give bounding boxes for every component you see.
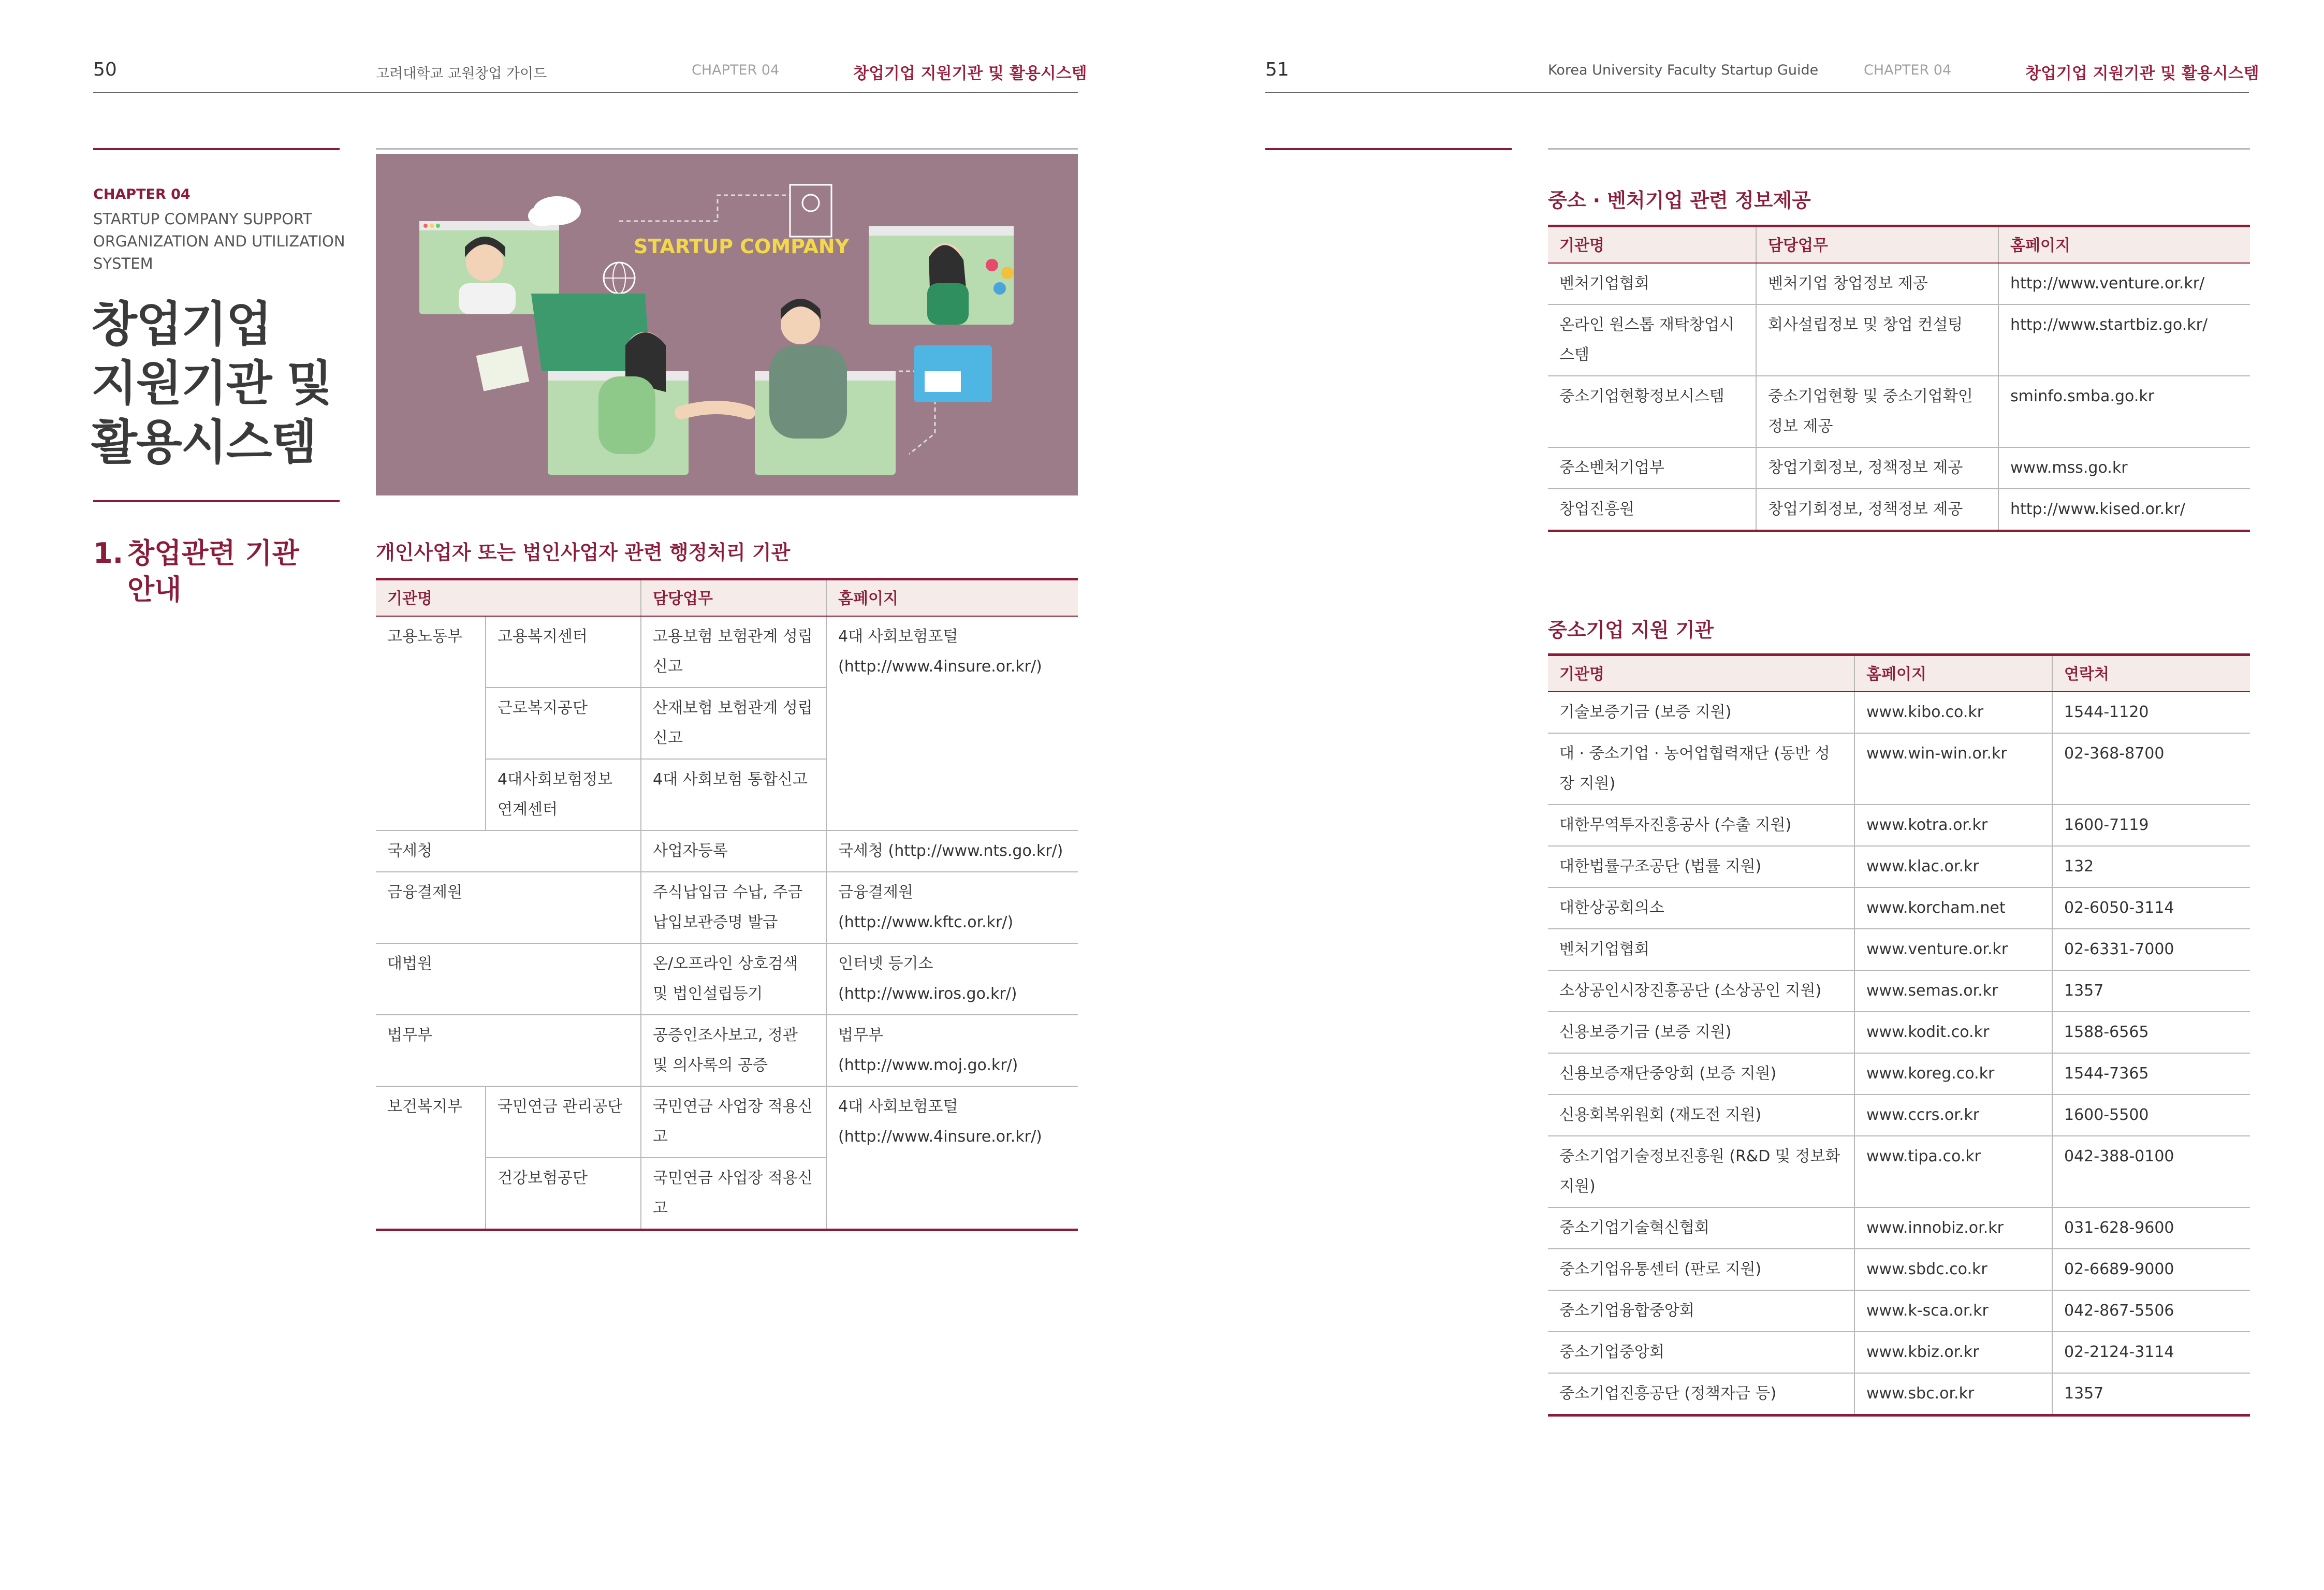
table-row [376, 872, 1078, 943]
chapter-title-line: 활용시스템 [91, 415, 316, 470]
table-row [1548, 692, 2250, 733]
task-cell: 창업기회정보, 정책정보 제공 [1756, 447, 1998, 489]
admin-agencies-table [376, 578, 1078, 1231]
phone-cell: 1357 [2052, 1373, 2250, 1416]
sme-info-table [1548, 225, 2250, 532]
section-number: 1. [93, 537, 124, 570]
content-top-rule [376, 148, 1078, 150]
table-row [1548, 1053, 2250, 1095]
chapter-label: CHAPTER 04 [93, 186, 191, 202]
chapter-subtitle: STARTUP COMPANY SUPPORT ORGANIZATION AND UTILIZATION SYSTEM [93, 210, 345, 272]
column-header: 홈페이지 [1854, 655, 2052, 692]
chapter-top-rule [93, 148, 340, 150]
phone-cell: 042-867-5506 [2052, 1290, 2250, 1332]
task-cell: 4대 사회보험 통합신고 [641, 759, 826, 830]
chapter-title-line: 창업기업 [91, 297, 271, 352]
table1-title: 중소 · 벤처기업 관련 정보제공 [1548, 189, 1811, 212]
homepage-cell: sminfo.smba.go.kr [1998, 376, 2250, 447]
homepage-cell: 국세청 (http://www.nts.go.kr/) [826, 830, 1078, 872]
column-header: 담당업무 [1756, 226, 1998, 264]
homepage-cell: www.kbiz.or.kr [1854, 1332, 2052, 1373]
content-top-rule [1548, 148, 2250, 150]
table-row [1548, 1095, 2250, 1136]
org-cell: 중소기업현황정보시스템 [1548, 376, 1756, 447]
table-row [1548, 929, 2250, 970]
header-title: 창업기업 지원기관 및 활용시스템 [2025, 64, 2259, 83]
header-rule [1265, 92, 2249, 93]
section-title [93, 535, 342, 608]
homepage-cell: www.korcham.net [1854, 887, 2052, 929]
support-table-body [1548, 692, 2250, 1416]
side-top-rule [1265, 148, 1512, 150]
task-cell: 산재보험 보험관계 성립신고 [641, 688, 826, 759]
homepage-cell: 법무부 (http://www.moj.go.kr/) [826, 1015, 1078, 1086]
table-row [376, 1015, 1078, 1086]
column-header: 홈페이지 [1998, 226, 2250, 264]
org-cell: 중소기업유통센터 (판로 지원) [1548, 1249, 1854, 1290]
task-cell: 공증인조사보고, 정관 및 의사록의 공증 [641, 1015, 826, 1086]
column-header: 기관명 [376, 579, 641, 617]
org-cell: 중소기업기술혁신협회 [1548, 1207, 1854, 1249]
org-cell: 대한법률구조공단 (법률 지원) [1548, 846, 1854, 887]
homepage-cell: www.k-sca.or.kr [1854, 1290, 2052, 1332]
homepage-cell: www.klac.or.kr [1854, 846, 2052, 887]
table-header-row [376, 579, 1078, 617]
table-row [1548, 1207, 2250, 1249]
header-title: 창업기업 지원기관 및 활용시스템 [853, 64, 1087, 83]
sub-org-cell: 고용복지센터 [486, 616, 641, 688]
homepage-cell: www.kibo.co.kr [1854, 692, 2052, 733]
homepage-cell: www.venture.or.kr [1854, 929, 2052, 970]
header-chapter: CHAPTER 04 [692, 62, 780, 78]
homepage-cell: http://www.venture.or.kr/ [1998, 263, 2250, 304]
task-cell: 벤처기업 창업정보 제공 [1756, 263, 1998, 304]
org-cell: 신용보증재단중앙회 (보증 지원) [1548, 1053, 1854, 1095]
startup-illustration [376, 154, 1078, 495]
page-number: 50 [93, 59, 117, 80]
column-header: 기관명 [1548, 655, 1854, 692]
phone-cell: 031-628-9600 [2052, 1207, 2250, 1249]
chapter-bottom-rule [93, 500, 340, 502]
phone-cell: 02-6050-3114 [2052, 887, 2250, 929]
table-row [1548, 970, 2250, 1012]
org-cell: 고용노동부 [376, 616, 486, 830]
sub-org-cell: 근로복지공단 [486, 688, 641, 759]
task-cell: 온/오프라인 상호검색 및 법인설립등기 [641, 943, 826, 1015]
org-cell: 중소기업중앙회 [1548, 1332, 1854, 1373]
homepage-cell: www.koreg.co.kr [1854, 1053, 2052, 1095]
page-number: 51 [1265, 59, 1289, 80]
table-row [376, 616, 1078, 688]
header-chapter: CHAPTER 04 [1864, 62, 1952, 78]
homepage-cell: 금융결제원 (http://www.kftc.or.kr/) [826, 872, 1078, 943]
sub-org-cell: 건강보험공단 [486, 1158, 641, 1230]
phone-cell: 02-6689-9000 [2052, 1249, 2250, 1290]
homepage-cell: www.sbdc.co.kr [1854, 1249, 2052, 1290]
org-cell: 중소벤처기업부 [1548, 447, 1756, 489]
header-rule [93, 92, 1078, 93]
org-cell: 법무부 [376, 1015, 641, 1086]
chapter-title [91, 295, 360, 472]
homepage-cell: 4대 사회보험포털 (http://www.4insure.or.kr/) [826, 1086, 1078, 1230]
chapter-title-line: 지원기관 및 [91, 356, 332, 411]
org-cell: 온라인 원스톱 재탁창업시스템 [1548, 304, 1756, 376]
table-header-row [1548, 226, 2250, 264]
phone-cell: 02-368-8700 [2052, 733, 2250, 805]
section-title-line: 안내 [127, 573, 182, 606]
org-cell: 금융결제원 [376, 872, 641, 943]
phone-cell: 1544-7365 [2052, 1053, 2250, 1095]
column-header: 홈페이지 [826, 579, 1078, 617]
column-header: 기관명 [1548, 226, 1756, 264]
homepage-cell: www.mss.go.kr [1998, 447, 2250, 489]
table-header-row [1548, 655, 2250, 692]
table-row [1548, 304, 2250, 376]
task-cell: 고용보험 보험관계 성립신고 [641, 616, 826, 688]
org-cell: 창업진흥원 [1548, 489, 1756, 531]
sme-support-table [1548, 653, 2250, 1417]
table-row [1548, 263, 2250, 304]
org-cell: 보건복지부 [376, 1086, 486, 1230]
homepage-cell: 4대 사회보험포털 (http://www.4insure.or.kr/) [826, 616, 1078, 830]
phone-cell: 02-2124-3114 [2052, 1332, 2250, 1373]
sub-org-cell: 4대사회보험정보 연계센터 [486, 759, 641, 830]
table2-title: 중소기업 지원 기관 [1548, 619, 1714, 641]
table-row [1548, 887, 2250, 929]
table-row [1548, 846, 2250, 887]
task-cell: 국민연금 사업장 적용신고 [641, 1086, 826, 1158]
task-cell: 회사설립정보 및 창업 컨설팅 [1756, 304, 1998, 376]
org-cell: 신용보증기금 (보증 지원) [1548, 1012, 1854, 1053]
phone-cell: 1357 [2052, 970, 2250, 1012]
phone-cell: 1600-7119 [2052, 805, 2250, 846]
org-cell: 벤처기업협회 [1548, 929, 1854, 970]
column-header: 연락처 [2052, 655, 2250, 692]
phone-cell: 042-388-0100 [2052, 1136, 2250, 1207]
org-cell: 국세청 [376, 830, 641, 872]
org-cell: 대한무역투자진흥공사 (수출 지원) [1548, 805, 1854, 846]
section-title-line: 창업관련 기관 [127, 537, 299, 570]
homepage-cell: www.sbc.or.kr [1854, 1373, 2052, 1416]
org-cell: 대법원 [376, 943, 641, 1015]
table-row [1548, 805, 2250, 846]
homepage-cell: www.win-win.or.kr [1854, 733, 2052, 805]
phone-cell: 1588-6565 [2052, 1012, 2250, 1053]
column-header: 담당업무 [641, 579, 826, 617]
org-cell: 중소기업융합중앙회 [1548, 1290, 1854, 1332]
org-cell: 중소기업기술정보진흥원 (R&D 및 정보화 지원) [1548, 1136, 1854, 1207]
task-cell: 주식납입금 수납, 주금납입보관증명 발급 [641, 872, 826, 943]
task-cell: 국민연금 사업장 적용신고 [641, 1158, 826, 1230]
homepage-cell: www.innobiz.or.kr [1854, 1207, 2052, 1249]
org-cell: 신용회복위원회 (재도전 지원) [1548, 1095, 1854, 1136]
table-row [1548, 1249, 2250, 1290]
table-row [1548, 1373, 2250, 1416]
illustration-label: STARTUP COMPANY [634, 235, 850, 258]
homepage-cell: www.ccrs.or.kr [1854, 1095, 2052, 1136]
homepage-cell: www.kotra.or.kr [1854, 805, 2052, 846]
header-guide: 고려대학교 교원창업 가이드 [376, 66, 547, 82]
phone-cell: 1600-5500 [2052, 1095, 2250, 1136]
header-guide: Korea University Faculty Startup Guide [1548, 62, 1819, 78]
task-cell: 사업자등록 [641, 830, 826, 872]
org-cell: 대 · 중소기업 · 농어업협력재단 (동반 성장 지원) [1548, 733, 1854, 805]
homepage-cell: www.tipa.co.kr [1854, 1136, 2052, 1207]
homepage-cell: http://www.startbiz.go.kr/ [1998, 304, 2250, 376]
org-cell: 중소기업진흥공단 (정책자금 등) [1548, 1373, 1854, 1416]
org-cell: 대한상공회의소 [1548, 887, 1854, 929]
table-title: 개인사업자 또는 법인사업자 관련 행정처리 기관 [376, 541, 791, 564]
illustration-graphic [376, 154, 1078, 495]
table-row [1548, 1332, 2250, 1373]
task-cell: 창업기회정보, 정책정보 제공 [1756, 489, 1998, 531]
table-row [1548, 1136, 2250, 1207]
table-row [1548, 447, 2250, 489]
phone-cell: 132 [2052, 846, 2250, 887]
homepage-cell: 인터넷 등기소 (http://www.iros.go.kr/) [826, 943, 1078, 1015]
phone-cell: 02-6331-7000 [2052, 929, 2250, 970]
org-cell: 소상공인시장진흥공단 (소상공인 지원) [1548, 970, 1854, 1012]
table-row [1548, 1290, 2250, 1332]
right-page [1162, 0, 2323, 1590]
homepage-cell: http://www.kised.or.kr/ [1998, 489, 2250, 531]
table-row [376, 1086, 1078, 1158]
org-cell: 벤처기업협회 [1548, 263, 1756, 304]
table-row [376, 830, 1078, 872]
table-row [1548, 1012, 2250, 1053]
table-row [376, 943, 1078, 1015]
homepage-cell: www.kodit.co.kr [1854, 1012, 2052, 1053]
table-row [1548, 733, 2250, 805]
org-cell: 기술보증기금 (보증 지원) [1548, 692, 1854, 733]
sub-org-cell: 국민연금 관리공단 [486, 1086, 641, 1158]
homepage-cell: www.semas.or.kr [1854, 970, 2052, 1012]
task-cell: 중소기업현황 및 중소기업확인 정보 제공 [1756, 376, 1998, 447]
phone-cell: 1544-1120 [2052, 692, 2250, 733]
table-row [1548, 376, 2250, 447]
table-row [1548, 489, 2250, 531]
